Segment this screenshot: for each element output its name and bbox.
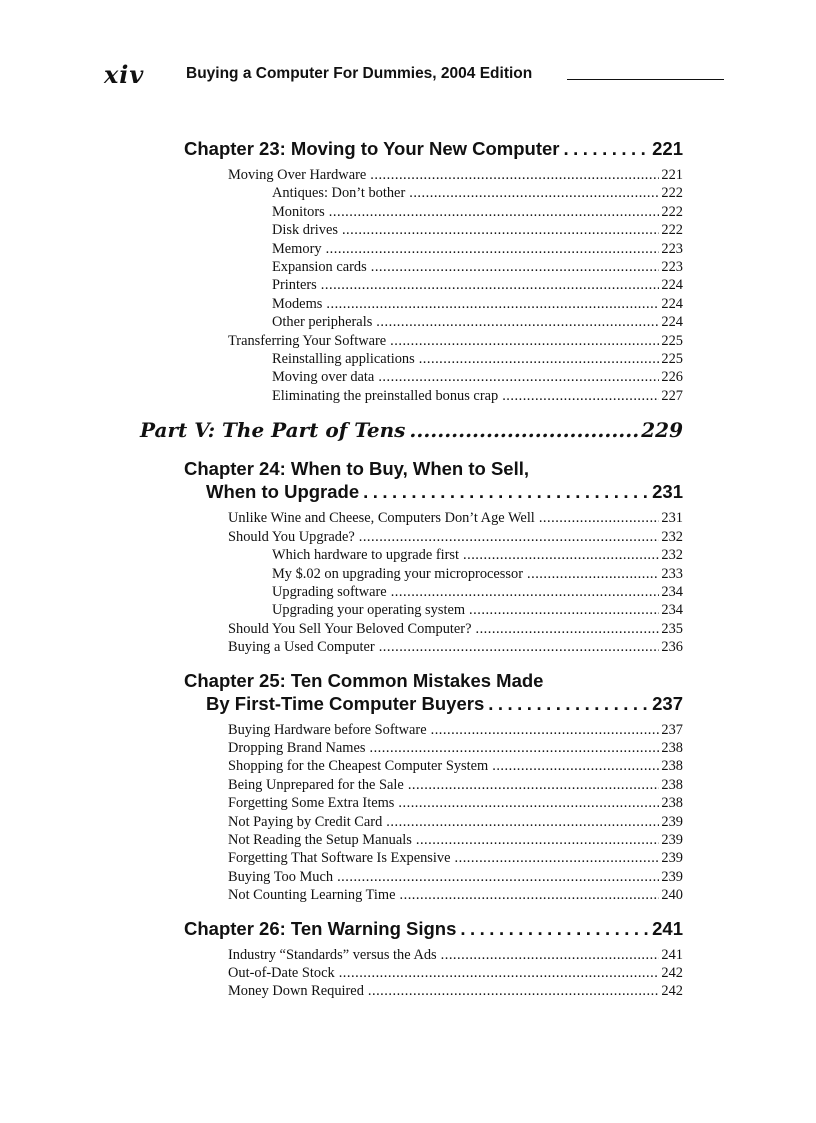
entry-title: Forgetting That Software Is Expensive	[228, 850, 451, 867]
dot-leader	[368, 982, 660, 1000]
entry-title: Antiques: Don’t bother	[272, 185, 406, 202]
chapter-page: 231	[652, 481, 683, 503]
entry-title: Should You Sell Your Beloved Computer?	[228, 620, 472, 637]
entry-page: 238	[661, 776, 683, 793]
entry-title: Upgrading software	[272, 583, 387, 600]
chapter-title-line2: By First-Time Computer Buyers	[206, 692, 485, 714]
table-of-contents	[0, 137, 816, 1001]
toc-entry[interactable]	[228, 332, 683, 350]
dot-leader	[492, 757, 659, 775]
toc-entry[interactable]	[272, 258, 683, 276]
entry-page: 231	[661, 510, 683, 527]
entry-page: 225	[661, 351, 683, 368]
dot-leader	[379, 638, 660, 656]
entry-title: Dropping Brand Names	[228, 739, 366, 756]
entry-page: 239	[661, 868, 683, 885]
dot-leader	[469, 601, 659, 619]
entry-page: 223	[661, 240, 683, 257]
entry-page: 238	[661, 758, 683, 775]
dot-leader	[398, 794, 659, 812]
entry-page: 233	[661, 565, 683, 582]
entry-page: 239	[661, 831, 683, 848]
toc-entry[interactable]	[228, 721, 683, 739]
chapter-title-line2-row	[206, 692, 683, 715]
dot-leader	[337, 868, 659, 886]
dot-leader	[370, 166, 659, 184]
entry-title: Not Paying by Credit Card	[228, 813, 383, 830]
chapter-26-heading[interactable]	[184, 917, 683, 940]
chapter-title-line2-row	[206, 480, 683, 503]
toc-entry[interactable]	[272, 184, 683, 202]
dot-leader	[400, 886, 660, 904]
entry-page: 222	[661, 185, 683, 202]
toc-entry[interactable]	[228, 620, 683, 638]
entry-page: 227	[661, 387, 683, 404]
dot-leader	[329, 203, 660, 221]
entry-title: Buying Hardware before Software	[228, 721, 427, 738]
toc-entry[interactable]	[228, 849, 683, 867]
entry-title: Not Reading the Setup Manuals	[228, 831, 412, 848]
entry-title: Memory	[272, 240, 322, 257]
entry-page: 239	[661, 850, 683, 867]
entry-page: 241	[661, 946, 683, 963]
entry-title: Eliminating the preinstalled bonus crap	[272, 387, 499, 404]
chapter-page: 221	[652, 138, 683, 159]
chapter-title: Chapter 23: Moving to Your New Computer	[184, 138, 560, 159]
toc-entry[interactable]	[272, 295, 683, 313]
toc-entry[interactable]	[228, 638, 683, 656]
toc-entry[interactable]	[272, 240, 683, 258]
toc-entry[interactable]	[272, 565, 683, 583]
entry-page: 234	[661, 583, 683, 600]
dot-leader	[342, 221, 659, 239]
entry-title: Not Counting Learning Time	[228, 887, 396, 904]
entry-page: 224	[661, 277, 683, 294]
dot-leader	[409, 415, 639, 445]
toc-entry[interactable]	[272, 583, 683, 601]
entry-page: 221	[661, 167, 683, 183]
toc-entry[interactable]	[228, 509, 683, 527]
dot-leader	[326, 295, 659, 313]
chapter-title-line1: Chapter 25: Ten Common Mistakes Made	[184, 669, 544, 691]
dot-leader	[419, 350, 660, 368]
toc-entry[interactable]	[272, 313, 683, 331]
part-title: Part V: The Part of Tens	[140, 418, 406, 443]
toc-entry[interactable]	[272, 221, 683, 239]
entry-title: My $.02 on upgrading your microprocessor	[272, 565, 523, 582]
entry-title: Buying Too Much	[228, 868, 334, 885]
entry-page: 236	[661, 639, 683, 656]
entry-title: Industry “Standards” versus the Ads	[228, 946, 437, 963]
dot-leader	[321, 276, 660, 294]
toc-entry[interactable]	[272, 276, 683, 294]
entry-title: Expansion cards	[272, 259, 367, 276]
dot-leader	[390, 332, 659, 350]
entry-page: 223	[661, 259, 683, 276]
toc-entry[interactable]	[272, 387, 683, 405]
entry-title: Forgetting Some Extra Items	[228, 795, 395, 812]
chapter-24-heading[interactable]	[0, 457, 816, 503]
entry-title: Which hardware to upgrade first	[272, 547, 460, 564]
toc-entry[interactable]	[228, 868, 683, 886]
chapter-25-heading[interactable]	[0, 669, 816, 715]
chapter-23-heading[interactable]	[184, 137, 683, 160]
entry-page: 232	[661, 528, 683, 545]
part-5-heading[interactable]	[140, 415, 683, 445]
toc-entry[interactable]	[228, 831, 683, 849]
toc-entry[interactable]	[228, 813, 683, 831]
header-rule	[567, 79, 724, 80]
entry-page: 226	[661, 369, 683, 386]
book-title: Buying a Computer For Dummies, 2004 Edition	[186, 65, 533, 82]
dot-leader	[376, 313, 659, 331]
running-header	[104, 62, 724, 88]
entry-page: 238	[661, 795, 683, 812]
dot-leader	[502, 387, 659, 405]
dot-leader	[363, 480, 650, 503]
dot-leader	[539, 509, 660, 527]
entry-title: Shopping for the Cheapest Computer System	[228, 758, 489, 775]
toc-entry[interactable]	[228, 982, 683, 1000]
toc-entry[interactable]	[228, 528, 683, 546]
dot-leader	[386, 813, 659, 831]
entry-page: 225	[661, 332, 683, 349]
toc-entry[interactable]	[228, 776, 683, 794]
dot-leader	[431, 721, 660, 739]
entry-title: Buying a Used Computer	[228, 639, 375, 656]
entry-title: Other peripherals	[272, 314, 373, 331]
chapter-title-line1: Chapter 24: When to Buy, When to Sell,	[184, 458, 530, 480]
dot-leader	[359, 528, 660, 546]
toc-entry[interactable]	[228, 964, 683, 982]
dot-leader	[564, 137, 651, 160]
entry-title: Out-of-Date Stock	[228, 965, 335, 981]
chapter-page: 237	[652, 692, 683, 714]
dot-leader	[527, 565, 659, 583]
toc-entry[interactable]	[228, 757, 683, 775]
entry-title: Disk drives	[272, 222, 338, 239]
dot-leader	[378, 368, 659, 386]
toc-entry[interactable]	[228, 886, 683, 904]
entry-title: Unlike Wine and Cheese, Computers Don’t Age Well	[228, 510, 535, 527]
entry-title: Moving over data	[272, 369, 375, 386]
entry-title: Should You Upgrade?	[228, 528, 355, 545]
entry-page: 235	[661, 620, 683, 637]
part-page: 229	[641, 418, 683, 443]
dot-leader	[441, 946, 660, 964]
chapter-page: 241	[652, 917, 683, 939]
entry-page: 242	[661, 965, 683, 981]
dot-leader	[369, 739, 659, 757]
dot-leader	[326, 240, 660, 258]
chapter-title-line2: When to Upgrade	[206, 481, 360, 503]
dot-leader	[339, 964, 660, 982]
toc-entry[interactable]	[228, 739, 683, 757]
toc-entry[interactable]	[272, 350, 683, 368]
dot-leader	[416, 831, 660, 849]
toc-entry[interactable]	[272, 368, 683, 386]
entry-title: Money Down Required	[228, 983, 364, 1000]
dot-leader	[409, 184, 659, 202]
entry-page: 238	[661, 739, 683, 756]
entry-page: 242	[661, 983, 683, 1000]
entry-title: Monitors	[272, 203, 325, 220]
page-number: xiv	[104, 60, 145, 89]
toc-entry[interactable]	[272, 601, 683, 619]
entry-page: 224	[661, 314, 683, 331]
dot-leader	[391, 583, 660, 601]
toc-entry[interactable]	[272, 203, 683, 221]
entry-page: 222	[661, 203, 683, 220]
entry-title: Moving Over Hardware	[228, 167, 367, 183]
entry-page: 237	[661, 721, 683, 738]
chapter-title: Chapter 26: Ten Warning Signs	[184, 917, 457, 939]
dot-leader	[455, 849, 660, 867]
entry-title: Modems	[272, 295, 323, 312]
entry-page: 224	[661, 295, 683, 312]
entry-title: Upgrading your operating system	[272, 602, 466, 619]
entry-page: 239	[661, 813, 683, 830]
dot-leader	[460, 917, 650, 940]
entry-title: Transferring Your Software	[228, 332, 387, 349]
dot-leader	[475, 620, 659, 638]
toc-entry[interactable]	[228, 946, 683, 964]
entry-page: 222	[661, 222, 683, 239]
toc-entry[interactable]	[272, 546, 683, 564]
dot-leader	[408, 776, 660, 794]
entry-title: Reinstalling applications	[272, 351, 415, 368]
entry-page: 232	[661, 547, 683, 564]
entry-page: 234	[661, 602, 683, 619]
entry-page: 240	[661, 887, 683, 904]
dot-leader	[371, 258, 660, 276]
dot-leader	[463, 546, 659, 564]
toc-entry[interactable]	[228, 794, 683, 812]
entry-title: Printers	[272, 277, 317, 294]
dot-leader	[488, 692, 650, 715]
toc-entry[interactable]	[228, 166, 683, 184]
entry-title: Being Unprepared for the Sale	[228, 776, 404, 793]
